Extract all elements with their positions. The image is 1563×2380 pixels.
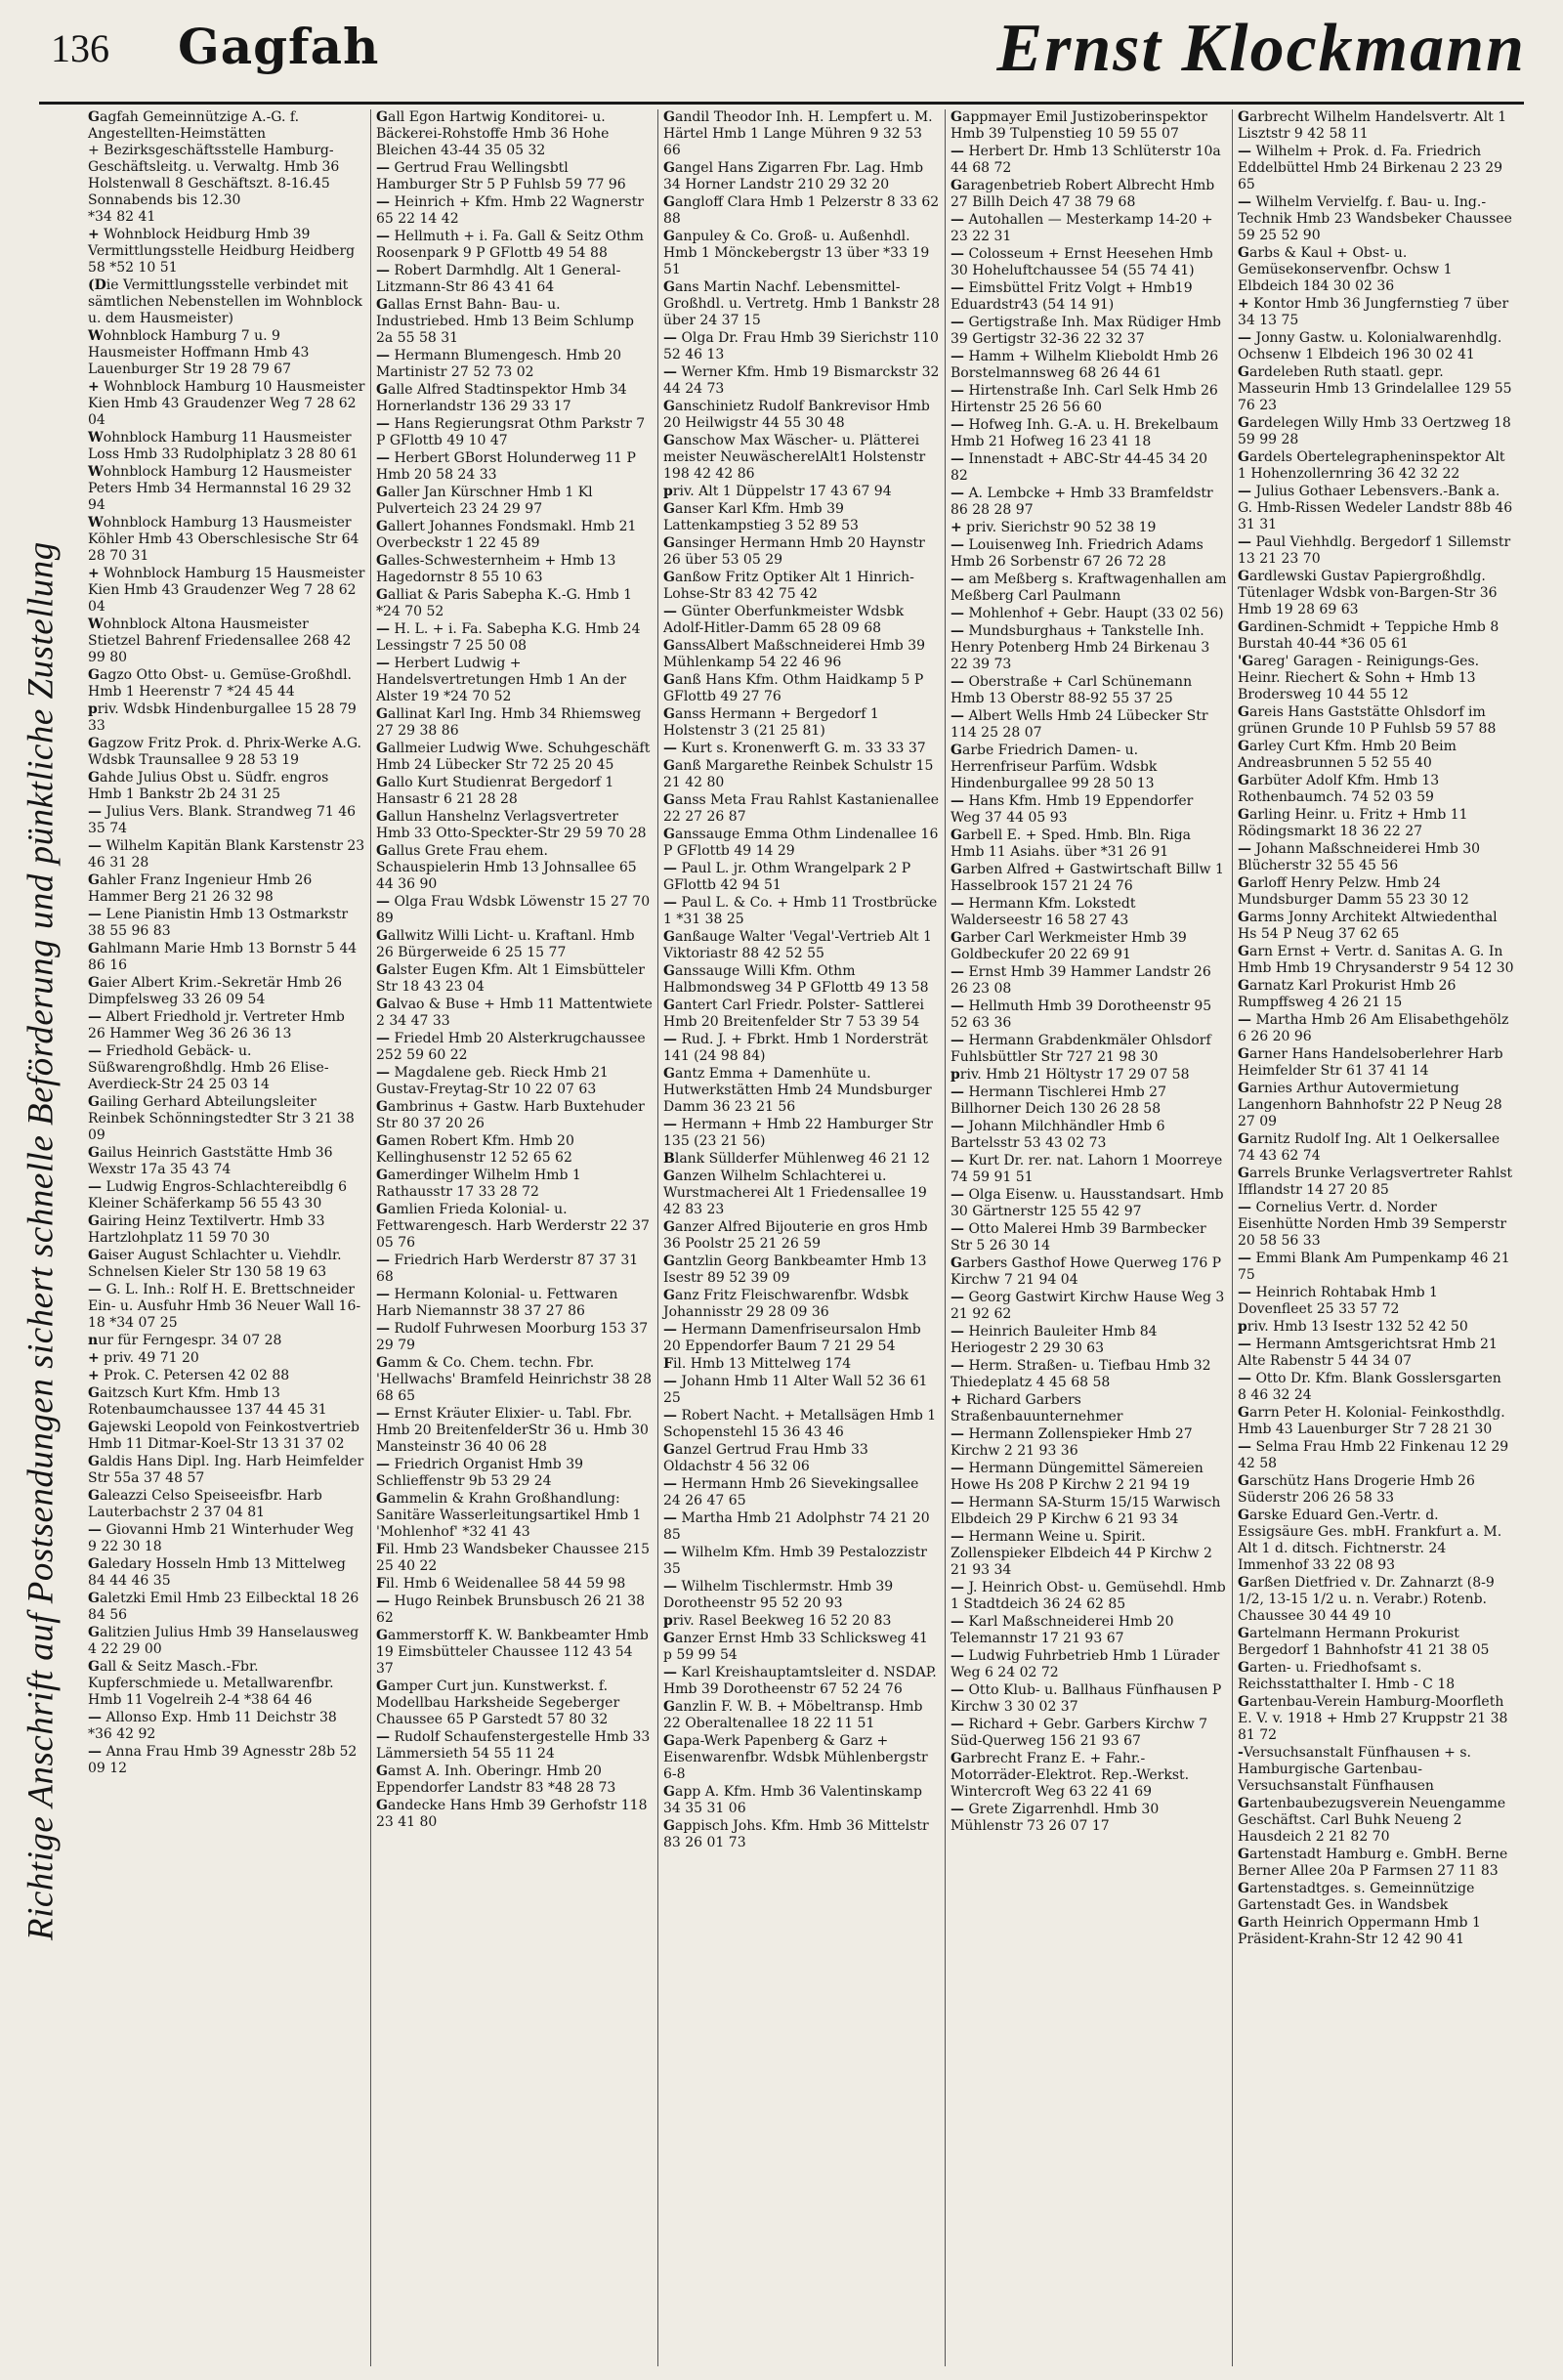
directory-entry: — J. Heinrich Obst- u. Gemüsehdl. Hmb 1 Stadtdeich 36 24 62 85 [950,1580,1226,1612]
directory-entry: priv. Alt 1 Düppelstr 17 43 67 94 [663,484,892,499]
directory-entry: — Rud. J. + Fbrkt. Hmb 1 Nordersträt 141 (24 98 84) [663,1032,928,1064]
directory-entry: Wohnblock Altona Hausmeister Stietzel Bahrenf Friedensallee 268 42 99 80 [88,616,352,665]
head-word: Gagfah [178,18,380,75]
directory-entry: Ganss Hermann + Bergedorf 1 Holstenstr 3 (21 25 81) [663,706,879,739]
directory-entry: — Gertigstraße Inh. Max Rüdiger Hmb 39 Gertigstr 32-36 22 32 37 [950,315,1221,347]
directory-entry: — Robert Darmhdlg. Alt 1 General-Litzmann-Str 86 43 41 64 [376,263,621,295]
directory-entry: Galetzki Emil Hmb 23 Eilbecktal 18 26 84 56 [88,1591,359,1623]
directory-entry: — Paul L. & Co. + Hmb 11 Trostbrücke 1 *31 38 25 [663,895,938,927]
directory-entry: Ganss Meta Frau Rahlst Kastanienallee 22 27 26 87 [663,792,940,825]
directory-entry: Fil. Hmb 13 Mittelweg 174 [663,1356,852,1372]
directory-entry: — Kurt s. Kronenwerft G. m. 33 33 37 [663,741,926,756]
directory-entry: Ganz Fritz Fleischwarenfbr. Wdsbk Johannisstr 29 28 09 36 [663,1288,908,1320]
directory-columns [83,109,1519,2366]
directory-entry: Gallas Ernst Bahn- Bau- u. Industriebed. Hmb 13 Beim Schlump 2a 55 58 31 [376,297,635,346]
directory-entry: (Die Vermittlungsstelle verbindet mit sämtlichen Nebenstellen im Wohnblock u. dem Hausmeister) [88,277,362,326]
directory-entry: Garber Carl Werkmeister Hmb 39 Goldbeckufer 20 22 69 91 [950,930,1187,962]
directory-entry: — Hellmuth Hmb 39 Dorotheenstr 95 52 63 36 [950,999,1212,1031]
directory-entry: — Hermann Blumengesch. Hmb 20 Martinistr 27 52 73 02 [376,348,622,380]
directory-entry: — Wilhelm Kfm. Hmb 39 Pestalozzistr 35 [663,1545,927,1577]
directory-entry: Gahlmann Marie Hmb 13 Bornstr 5 44 86 16 [88,941,358,973]
directory-entry: — Oberstraße + Carl Schünemann Hmb 13 Oberstr 88-92 55 37 25 [950,674,1193,706]
directory-entry: — Eimsbüttel Fritz Volgt + Hmb19 Eduardstr43 (54 14 91) [950,280,1193,313]
directory-entry: Gartenbaubezugsverein Neuengamme Geschäftst. Carl Buhk Neueng 2 Hausdeich 2 21 82 70 [1238,1796,1506,1845]
directory-entry: — Karl Kreishauptamtsleiter d. NSDAP. Hmb 39 Dorotheenstr 67 52 24 76 [663,1665,937,1697]
directory-entry: + Wohnblock Hamburg 10 Hausmeister Kien Hmb 43 Graudenzer Weg 7 28 62 04 [88,379,365,428]
directory-entry: — Lene Pianistin Hmb 13 Ostmarkstr 38 55 96 83 [88,907,349,939]
directory-entry: Gallinat Karl Ing. Hmb 34 Rhiemsweg 27 29 38 86 [376,706,642,739]
directory-entry: Galle Alfred Stadtinspektor Hmb 34 Hornerlandstr 136 29 33 17 [376,382,627,414]
directory-entry: Ganßow Fritz Optiker Alt 1 Hinrich-Lohse-Str 83 42 75 42 [663,570,914,602]
directory-entry: Gallo Kurt Studienrat Bergedorf 1 Hansastr 6 21 28 28 [376,775,614,807]
directory-entry: Ganßauge Walter 'Vegal'-Vertrieb Alt 1 Viktoriastr 88 42 52 55 [663,929,932,961]
directory-entry: Galliat & Paris Sabepha K.-G. Hmb 1 *24 70 52 [376,587,633,619]
directory-entry: — Giovanni Hmb 21 Winterhuder Weg 9 22 30 18 [88,1522,355,1554]
directory-entry: — Olga Dr. Frau Hmb 39 Sierichstr 110 52 46 13 [663,330,939,362]
directory-entry: + priv. Sierichstr 90 52 38 19 [950,520,1157,535]
directory-entry: — Autohallen — Mesterkamp 14-20 + 23 22 31 [950,212,1213,244]
directory-entry: priv. Hmb 13 Isestr 132 52 42 50 [1238,1319,1468,1335]
page-header [0,0,1563,117]
column-2 [370,109,657,2366]
directory-entry: — Hermann + Hmb 22 Hamburger Str 135 (23 21 56) [663,1117,933,1149]
directory-entry: -Versuchsanstalt Fünfhausen + s. Hamburgische Gartenbau-Versuchsanstalt Fünfhausen [1238,1745,1471,1794]
directory-entry: — am Meßberg s. Kraftwagenhallen am Meßberg Carl Paulmann [950,572,1227,604]
directory-entry: — Herbert Ludwig + Handelsvertretungen Hmb 1 An der Alster 19 *24 70 52 [376,656,627,704]
directory-entry: Gardinen-Schmidt + Teppiche Hmb 8 Burstah 40-44 *36 05 61 [1238,619,1500,652]
directory-entry: Garley Curt Kfm. Hmb 20 Beim Andreasbrunnen 5 52 55 40 [1238,739,1457,771]
directory-entry: — Wilhelm Kapitän Blank Karstenstr 23 46 31 28 [88,838,365,871]
directory-entry: Gangloff Clara Hmb 1 Pelzerstr 8 33 62 88 [663,194,940,227]
directory-entry: Gandil Theodor Inh. H. Lempfert u. M. Härtel Hmb 1 Lange Mühren 9 32 53 66 [663,109,933,158]
directory-entry: 'Gareg' Garagen - Reinigungs-Ges. Heinr. Riechert & Sohn + Hmb 13 Brodersweg 10 44 55 12 [1238,654,1480,702]
directory-entry: — Paul Viehhdlg. Bergedorf 1 Sillemstr 13 21 23 70 [1238,534,1511,567]
directory-entry: Ganß Margarethe Reinbek Schulstr 15 21 42 80 [663,758,934,790]
directory-entry: Garrels Brunke Verlagsvertreter Rahlst Ifflandstr 14 27 20 85 [1238,1166,1513,1198]
directory-entry: — H. L. + i. Fa. Sabepha K.G. Hmb 24 Lessingstr 7 25 50 08 [376,621,641,654]
directory-entry: — Wilhelm Vervielfg. f. Bau- u. Ing.-Technik Hmb 23 Wandsbeker Chaussee 59 25 52 90 [1238,194,1512,243]
directory-entry: — Richard + Gebr. Garbers Kirchw 7 Süd-Querweg 156 21 93 67 [950,1717,1208,1749]
directory-entry: — Hermann Weine u. Spirit. Zollenspieker Elbdeich 44 P Kirchw 2 21 93 34 [950,1529,1212,1578]
directory-entry: — Innenstadt + ABC-Str 44-45 34 20 82 [950,451,1208,484]
directory-entry: Ganzlin F. W. B. + Möbeltransp. Hmb 22 Oberaltenallee 18 22 11 51 [663,1699,923,1731]
directory-entry: — Paul L. jr. Othm Wrangelpark 2 P GFlottb 42 94 51 [663,861,911,893]
directory-entry: — Herm. Straßen- u. Tiefbau Hmb 32 Thiedeplatz 4 45 68 58 [950,1358,1211,1390]
directory-entry: — Albert Friedhold jr. Vertreter Hmb 26 Hammer Weg 36 26 36 13 [88,1009,345,1041]
directory-entry: Gallwitz Willi Licht- u. Kraftanl. Hmb 26 Bürgerweide 6 25 15 77 [376,928,635,960]
directory-entry: Gartelmann Hermann Prokurist Bergedorf 1 Bahnhofstr 41 21 38 05 [1238,1626,1490,1658]
directory-entry: — Johann Hmb 11 Alter Wall 52 36 61 25 [663,1374,928,1406]
directory-entry: Garloff Henry Pelzw. Hmb 24 Mundsburger Damm 55 23 30 12 [1238,875,1469,908]
directory-entry: — Hermann Amtsgerichtsrat Hmb 21 Alte Rabenstr 5 44 34 07 [1238,1337,1498,1369]
directory-entry: Garßen Dietfried v. Dr. Zahnarzt (8-9 1/2, 13-15 1/2 u. n. Verabr.) Rotenb. Chaussee 30 44 49 10 [1238,1575,1495,1624]
directory-entry: Gartenstadt Hamburg e. GmbH. Berne Berner Allee 20a P Farmsen 27 11 83 [1238,1847,1508,1879]
directory-entry: Gartenstadtges. s. Gemeinnützige Gartenstadt Ges. in Wandsbek [1238,1881,1475,1913]
directory-entry: + priv. 49 71 20 [88,1350,199,1366]
directory-entry: Galster Eugen Kfm. Alt 1 Eimsbütteler Str 18 43 23 04 [376,962,645,995]
directory-entry: Gandecke Hans Hmb 39 Gerhofstr 118 23 41 80 [376,1798,648,1830]
directory-entry: Gantert Carl Friedr. Polster- Sattlerei Hmb 20 Breitenfelder Str 7 53 39 54 [663,998,925,1030]
directory-entry: Gallert Johannes Fondsmakl. Hmb 21 Overbeckstr 1 22 45 89 [376,519,637,551]
directory-entry: Gamerdinger Wilhelm Hmb 1 Rathausstr 17 33 28 72 [376,1168,581,1200]
directory-entry: Gareis Hans Gaststätte Ohlsdorf im grünen Grunde 10 P Fuhlsb 59 57 88 [1238,704,1497,737]
directory-entry: Ganzer Alfred Bijouterie en gros Hmb 36 Poolstr 25 21 26 59 [663,1219,928,1252]
directory-entry: Gardels Obertelegrapheninspektor Alt 1 Hohenzollernring 36 42 32 22 [1238,449,1505,482]
directory-entry: Gagfah Gemeinnützige A.-G. f. Angestellten-Heimstätten + Bezirksgeschäftsstelle Hamburg-Geschäftsleitg. u. Verwaltg. Hmb 36 Holstenwall 8 Geschäftszt. 8-16.45 Sonnabends bis 12.30 *34 82 41 [88,109,340,225]
directory-entry: Gamen Robert Kfm. Hmb 20 Kellinghusenstr 12 52 65 62 [376,1133,574,1166]
directory-entry: — Günter Oberfunkmeister Wdsbk Adolf-Hitler-Damm 65 28 09 68 [663,604,905,636]
column-4 [945,109,1232,2366]
directory-entry: Garbers Gasthof Howe Querweg 176 P Kirchw 7 21 94 04 [950,1255,1222,1288]
directory-entry: — Friedrich Harb Werderstr 87 37 31 68 [376,1253,639,1285]
directory-entry: Gambrinus + Gastw. Harb Buxtehuder Str 80 37 20 26 [376,1099,645,1131]
directory-entry: — Hans Regierungsrat Othm Parkstr 7 P GFlottb 49 10 47 [376,416,646,448]
directory-entry: Garske Eduard Gen.-Vertr. d. Essigsäure Ges. mbH. Frankfurt a. M. Alt 1 d. ditsch. Fichtnerstr. 24 Immenhof 33 22 08 93 [1238,1508,1502,1573]
directory-entry: — Hofweg Inh. G.-A. u. H. Brekelbaum Hmb 21 Hofweg 16 23 41 18 [950,417,1219,449]
directory-entry: — Heinrich + Kfm. Hmb 22 Wagnerstr 65 22 14 42 [376,194,645,227]
directory-entry: — Karl Maßschneiderei Hmb 20 Telemannstr 17 21 93 67 [950,1614,1174,1646]
directory-entry: Galdis Hans Dipl. Ing. Harb Heimfelder Str 55a 37 48 57 [88,1454,364,1486]
directory-entry: Garth Heinrich Oppermann Hmb 1 Präsident-Krahn-Str 12 42 90 41 [1238,1915,1481,1947]
directory-entry: Garnies Arthur Autovermietung Langenhorn Bahnhofstr 22 P Neug 28 27 09 [1238,1081,1502,1129]
directory-entry: — Herbert Dr. Hmb 13 Schlüterstr 10a 44 68 72 [950,144,1221,176]
directory-entry: — Johann Milchhändler Hmb 6 Bartelsstr 53 43 02 73 [950,1119,1165,1151]
directory-entry: — Hermann Zollenspieker Hmb 27 Kirchw 2 21 93 36 [950,1426,1193,1459]
directory-entry: Garbüter Adolf Kfm. Hmb 13 Rothenbaumch. 74 52 03 59 [1238,773,1440,805]
directory-entry: Ganzer Ernst Hmb 33 Schlicksweg 41 p 59 99 54 [663,1631,928,1663]
directory-entry: — G. L. Inh.: Rolf H. E. Brettschneider Ein- u. Ausfuhr Hmb 36 Neuer Wall 16-18 *34 07 25 [88,1282,361,1331]
directory-entry: — Martha Hmb 26 Am Elisabethgehölz 6 26 20 96 [1238,1012,1509,1044]
directory-entry: Garnatz Karl Prokurist Hmb 26 Rumpffsweg 4 26 21 15 [1238,978,1457,1010]
directory-entry: Gaitzsch Kurt Kfm. Hmb 13 Rotenbaumchaussee 137 44 45 31 [88,1385,327,1418]
directory-entry: Garbell E. + Sped. Hmb. Bln. Riga Hmb 11 Asiahs. über *31 26 91 [950,828,1192,860]
directory-entry: Gapp A. Kfm. Hmb 36 Valentinskamp 34 35 31 06 [663,1784,923,1816]
directory-entry: nur für Ferngespr. 34 07 28 [88,1333,282,1348]
directory-entry: Gapa-Werk Papenberg & Garz + Eisenwarenfbr. Wdsbk Mühlenbergstr 6-8 [663,1733,928,1782]
directory-entry: Fil. Hmb 6 Weidenallee 58 44 59 98 [376,1576,626,1592]
directory-entry: — Otto Dr. Kfm. Blank Gosslersgarten 8 46 32 24 [1238,1371,1501,1403]
directory-entry: + Wohnblock Hamburg 15 Hausmeister Kien Hmb 43 Graudenzer Weg 7 28 62 04 [88,566,365,615]
directory-entry: — Kurt Dr. rer. nat. Lahorn 1 Moorreye 74 59 91 51 [950,1153,1223,1185]
directory-entry: — Julius Vers. Blank. Strandweg 71 46 35 74 [88,804,357,836]
directory-entry: — Hermann Düngemittel Sämereien Howe Hs 208 P Kirchw 2 21 94 19 [950,1461,1204,1493]
directory-entry: Gappmayer Emil Justizoberinspektor Hmb 39 Tulpenstieg 10 59 55 07 [950,109,1207,142]
directory-entry: — Friedel Hmb 20 Alsterkrugchaussee 252 59 60 22 [376,1031,646,1063]
directory-entry: Garschütz Hans Drogerie Hmb 26 Süderstr 206 26 58 33 [1238,1473,1475,1506]
directory-entry: Gahler Franz Ingenieur Hmb 26 Hammer Berg 21 26 32 98 [88,872,313,905]
directory-entry: + Kontor Hmb 36 Jungfernstieg 7 über 34 13 75 [1238,296,1509,328]
directory-entry: — Rudolf Schaufenstergestelle Hmb 33 Lämmersieth 54 55 11 24 [376,1729,651,1762]
directory-entry: — Emmi Blank Am Pumpenkamp 46 21 75 [1238,1251,1510,1283]
directory-entry: — A. Lembcke + Hmb 33 Bramfeldstr 86 28 28 97 [950,486,1213,518]
directory-entry: — Wilhelm + Prok. d. Fa. Friedrich Eddelbüttel Hmb 24 Birkenau 2 23 29 65 [1238,144,1503,192]
directory-entry: Gardelegen Willy Hmb 33 Oertzweg 18 59 99 28 [1238,415,1511,447]
directory-entry: GanssAlbert Maßschneiderei Hmb 39 Mühlenkamp 54 22 46 96 [663,638,926,670]
directory-entry: — Selma Frau Hmb 22 Finkenau 12 29 42 58 [1238,1439,1509,1471]
directory-entry: Garbs & Kaul + Obst- u. Gemüsekonservenfbr. Ochsw 1 Elbdeich 184 30 02 36 [1238,245,1453,294]
directory-entry: — Grete Zigarrenhdl. Hmb 30 Mühlenstr 73 26 07 17 [950,1802,1160,1834]
directory-entry: Gammelin & Krahn Großhandlung: Sanitäre Wasserleitungsartikel Hmb 1 'Mohlenhof' *32 41 43 [376,1491,642,1540]
advertisement: Ernst Klockmann [996,11,1526,86]
side-margin-slogan: Richtige Anschrift auf Postsendungen sichert schnelle Beförderung und pünktliche Zustellung [21,541,62,1940]
directory-entry: — Hermann Kolonial- u. Fettwaren Harb Niemannstr 38 37 27 86 [376,1287,618,1319]
directory-entry: — Hermann Kfm. Lokstedt Walderseestr 16 58 27 43 [950,896,1136,928]
directory-entry: Garms Jonny Architekt Altwiedenthal Hs 54 P Neug 37 62 65 [1238,910,1498,942]
directory-entry: Wohnblock Hamburg 11 Hausmeister Loss Hmb 33 Rudolphiplatz 3 28 80 61 [88,430,359,462]
directory-entry: Gamst A. Inh. Oberingr. Hmb 20 Eppendorfer Landstr 83 *48 28 73 [376,1764,616,1796]
directory-entry: — Hermann SA-Sturm 15/15 Warwisch Elbdeich 29 P Kirchw 6 21 93 34 [950,1495,1221,1527]
directory-entry: — Olga Eisenw. u. Hausstandsart. Hmb 30 Gärtnerstr 125 55 42 97 [950,1187,1224,1219]
directory-entry: Galitzien Julius Hmb 39 Hanselausweg 4 22 29 00 [88,1625,359,1657]
directory-entry: — Allonso Exp. Hmb 11 Deichstr 38 *36 42 92 [88,1710,337,1742]
directory-entry: priv. Wdsbk Hindenburgallee 15 28 79 33 [88,701,357,734]
directory-entry: Wohnblock Hamburg 7 u. 9 Hausmeister Hoffmann Hmb 43 Lauenburger Str 19 28 79 67 [88,328,310,377]
directory-entry: Gallus Grete Frau ehem. Schauspielerin Hmb 13 Johnsallee 65 44 36 90 [376,843,637,892]
directory-entry: — Anna Frau Hmb 39 Agnesstr 28b 52 09 12 [88,1744,358,1776]
directory-entry: — Ernst Hmb 39 Hammer Landstr 26 26 23 08 [950,964,1211,997]
directory-entry: — Gertrud Frau Wellingsbtl Hamburger Str 5 P Fuhlsb 59 77 96 [376,160,626,192]
column-1 [83,109,370,2366]
directory-entry: Gajewski Leopold von Feinkostvertrieb Hmb 11 Ditmar-Koel-Str 13 31 37 02 [88,1420,359,1452]
directory-entry: Garbrecht Franz E. + Fahr.-Motorräder-Elektrot. Rep.-Werkst. Wintercroft Weg 63 22 41 69 [950,1751,1190,1800]
directory-entry: Gangel Hans Zigarren Fbr. Lag. Hmb 34 Horner Landstr 210 29 32 20 [663,160,924,192]
directory-entry: — Albert Wells Hmb 24 Lübecker Str 114 25 28 07 [950,708,1208,741]
directory-entry: — Werner Kfm. Hmb 19 Bismarckstr 32 44 24 73 [663,364,940,397]
directory-entry: Wohnblock Hamburg 13 Hausmeister Köhler Hmb 43 Oberschlesische Str 64 28 70 31 [88,515,359,564]
directory-entry: Garner Hans Handelsoberlehrer Harb Heimfelder Str 61 37 41 14 [1238,1046,1503,1079]
directory-entry: — Wilhelm Tischlermstr. Hmb 39 Dorotheenstr 95 52 20 93 [663,1579,894,1611]
directory-entry: + Richard Garbers Straßenbauunternehmer [950,1392,1123,1424]
directory-entry: — Ludwig Engros-Schlachtereibdlg 6 Kleiner Schäferkamp 56 55 43 30 [88,1179,348,1211]
directory-entry: Blank Süllderfer Mühlenweg 46 21 12 [663,1151,930,1167]
directory-entry: Gallmeier Ludwig Wwe. Schuhgeschäft Hmb 24 Lübecker Str 72 25 20 45 [376,741,651,773]
directory-entry: — Ernst Kräuter Elixier- u. Tabl. Fbr. Hmb 20 BreitenfelderStr 36 u. Hmb 30 Mansteinstr 36 40 06 28 [376,1406,649,1455]
directory-entry: — Jonny Gastw. u. Kolonialwarenhdlg. Ochsenw 1 Elbdeich 196 30 02 41 [1238,330,1502,362]
directory-entry: + Prok. C. Petersen 42 02 88 [88,1368,290,1383]
directory-entry: — Martha Hmb 21 Adolphstr 74 21 20 85 [663,1510,930,1543]
directory-entry: Gansinger Hermann Hmb 20 Haynstr 26 über 53 05 29 [663,535,925,568]
directory-entry: Gammerstorff K. W. Bankbeamter Hmb 19 Eimsbütteler Chaussee 112 43 54 37 [376,1628,649,1677]
directory-entry: Ganser Karl Kfm. Hmb 39 Lattenkampstieg 3 52 89 53 [663,501,859,533]
directory-entry: — Ludwig Fuhrbetrieb Hmb 1 Lürader Weg 6 24 02 72 [950,1648,1220,1680]
header-rule [39,102,1524,105]
directory-entry: — Rudolf Fuhrwesen Moorburg 153 37 29 79 [376,1321,649,1353]
column-5 [1232,109,1519,2366]
directory-entry: Galedary Hosseln Hmb 13 Mittelweg 84 44 46 35 [88,1556,346,1589]
directory-entry: Garling Heinr. u. Fritz + Hmb 11 Rödingsmarkt 18 36 22 27 [1238,807,1468,839]
directory-entry: Gagzow Fritz Prok. d. Phrix-Werke A.G. Wdsbk Traunsallee 9 28 53 19 [88,736,361,768]
directory-entry: — Hermann Damenfriseursalon Hmb 20 Eppendorfer Baum 7 21 29 54 [663,1322,921,1354]
directory-entry: Gailing Gerhard Abteilungsleiter Reinbek Schönningstedter Str 3 21 38 09 [88,1094,355,1143]
directory-entry: Gartenbau-Verein Hamburg-Moorfleth E. V. v. 1918 + Hmb 27 Kruppstr 21 38 81 72 [1238,1694,1508,1743]
directory-entry: Gaiser August Schlachter u. Viehdlr. Schnelsen Kieler Str 130 58 19 63 [88,1248,342,1280]
directory-entry: Gamlien Frieda Kolonial- u. Fettwarengesch. Harb Werderstr 22 37 05 76 [376,1202,650,1251]
directory-entry: Gamper Curt jun. Kunstwerkst. f. Modellbau Harksheide Segeberger Chaussee 65 P Garstedt 57 80 32 [376,1679,620,1727]
directory-entry: Ganssauge Willi Kfm. Othm Halbmondsweg 34 P GFlottb 49 13 58 [663,963,929,996]
directory-entry: priv. Rasel Beekweg 16 52 20 83 [663,1613,892,1629]
directory-entry: — Louisenweg Inh. Friedrich Adams Hmb 26 Sorbenstr 67 26 72 28 [950,537,1204,570]
directory-entry: — Otto Klub- u. Ballhaus Fünfhausen P Kirchw 3 30 02 37 [950,1682,1222,1715]
directory-entry: Garn Ernst + Vertr. d. Sanitas A. G. In Hmb Hmb 19 Chrysanderstr 9 54 12 30 [1238,944,1514,976]
directory-entry: Gall & Seitz Masch.-Fbr. Kupferschmiede u. Metallwarenfbr. Hmb 11 Vogelreih 2-4 *38 64 46 [88,1659,334,1708]
directory-entry: Garrn Peter H. Kolonial- Feinkosthdlg. Hmb 43 Lauenburger Str 7 28 21 30 [1238,1405,1505,1437]
directory-entry: Gappisch Johs. Kfm. Hmb 36 Mittelstr 83 26 01 73 [663,1818,929,1850]
directory-entry: Ganzen Wilhelm Schlachterei u. Wurstmacherei Alt 1 Friedensallee 19 42 83 23 [663,1169,927,1217]
directory-entry: — Heinrich Bauleiter Hmb 84 Heriogestr 2 29 30 63 [950,1324,1158,1356]
directory-entry: — Herbert GBorst Holunderweg 11 P Hmb 20 58 24 33 [376,450,636,483]
directory-entry: Ganssauge Emma Othm Lindenallee 16 P GFlottb 49 14 29 [663,827,939,859]
directory-entry: Galles-Schwesternheim + Hmb 13 Hagedornstr 8 55 10 63 [376,553,616,585]
directory-entry: Ganschow Max Wäscher- u. Plätterei meister NeuwäscherelAlt1 Holstenstr 198 42 42 86 [663,433,926,482]
directory-entry: Gardeleben Ruth staatl. gepr. Masseurin Hmb 13 Grindelallee 129 55 76 23 [1238,364,1512,413]
directory-entry: — Mohlenhof + Gebr. Haupt (33 02 56) [950,606,1224,621]
directory-entry: Ganschinietz Rudolf Bankrevisor Hmb 20 Heilwigstr 44 55 30 48 [663,399,930,431]
directory-entry: Ganpuley & Co. Groß- u. Außenhdl. Hmb 1 Mönckebergstr 13 über *33 19 51 [663,229,930,277]
directory-entry: Gardlewski Gustav Papiergroßhdlg. Tütenlager Wdsbk von-Bargen-Str 36 Hmb 19 28 69 63 [1238,569,1498,617]
directory-entry: Gall Egon Hartwig Konditorei- u. Bäckerei-Rohstoffe Hmb 36 Hohe Bleichen 43-44 35 05 32 [376,109,610,158]
directory-entry: Wohnblock Hamburg 12 Hausmeister Peters Hmb 34 Hermannstal 16 29 32 94 [88,464,352,513]
directory-entry: — Friedrich Organist Hmb 39 Schlieffenstr 9b 53 29 24 [376,1457,584,1489]
directory-entry: — Heinrich Rohtabak Hmb 1 Dovenfleet 25 33 57 72 [1238,1285,1438,1317]
directory-entry: Gaier Albert Krim.-Sekretär Hmb 26 Dimpfelsweg 33 26 09 54 [88,975,343,1007]
directory-entry: — Hamm + Wilhelm Klieboldt Hmb 26 Borstelmannsweg 68 26 44 61 [950,349,1219,381]
directory-entry: — Cornelius Vertr. d. Norder Eisenhütte Norden Hmb 39 Semperstr 20 58 56 33 [1238,1200,1507,1249]
directory-entry: Ganß Hans Kfm. Othm Haidkamp 5 P GFlottb 49 27 76 [663,672,924,704]
directory-entry: Fil. Hmb 23 Wandsbeker Chaussee 215 25 40 22 [376,1542,651,1574]
directory-entry: Garben Alfred + Gastwirtschaft Billw 1 Hasselbrook 157 21 24 76 [950,862,1224,894]
directory-entry: — Hermann Hmb 26 Sievekingsallee 24 26 47 65 [663,1476,919,1509]
directory-entry: — Friedhold Gebäck- u. Süßwarengroßhdlg. Hmb 26 Elise-Averdieck-Str 24 25 03 14 [88,1043,329,1092]
directory-entry: Garbe Friedrich Damen- u. Herrenfriseur Parfüm. Wdsbk Hindenburgallee 99 28 50 13 [950,743,1158,791]
directory-entry: — Hellmuth + i. Fa. Gall & Seitz Othm Roosenpark 9 P GFlottb 49 54 88 [376,229,644,261]
directory-entry: — Olga Frau Wdsbk Löwenstr 15 27 70 89 [376,894,651,926]
directory-entry: priv. Hmb 21 Höltystr 17 29 07 58 [950,1067,1190,1083]
directory-entry: Garagenbetrieb Robert Albrecht Hmb 27 Billh Deich 47 38 79 68 [950,178,1215,210]
page-number: 136 [51,26,109,70]
directory-entry: Garbrecht Wilhelm Handelsvertr. Alt 1 Lisztstr 9 42 58 11 [1238,109,1507,142]
directory-entry: — Johann Maßschneiderei Hmb 30 Blücherstr 32 55 45 56 [1238,841,1481,873]
directory-entry: — Hans Kfm. Hmb 19 Eppendorfer Weg 37 44 05 93 [950,793,1194,826]
directory-entry: — Mundsburghaus + Tankstelle Inh. Henry Potenberg Hmb 24 Birkenau 3 22 39 73 [950,623,1210,672]
directory-entry: — Hermann Grabdenkmäler Ohlsdorf Fuhlsbüttler Str 727 21 98 30 [950,1033,1211,1065]
directory-entry: — Hermann Tischlerei Hmb 27 Billhorner Deich 130 26 28 58 [950,1084,1166,1117]
directory-entry: — Hirtenstraße Inh. Carl Selk Hmb 26 Hirtenstr 25 26 56 60 [950,383,1218,415]
directory-entry: Galvao & Buse + Hmb 11 Mattentwiete 2 34 47 33 [376,997,653,1029]
directory-entry: — Georg Gastwirt Kirchw Hause Weg 3 21 92 62 [950,1290,1225,1322]
directory-entry: Gantz Emma + Damenhüte u. Hutwerkstätten Hmb 24 Mundsburger Damm 36 23 21 56 [663,1066,932,1115]
directory-entry: Gans Martin Nachf. Lebensmittel-Großhdl. u. Vertretg. Hmb 1 Bankstr 28 über 24 37 15 [663,279,940,328]
directory-entry: Garnitz Rudolf Ing. Alt 1 Oelkersallee 74 43 62 74 [1238,1131,1500,1164]
directory-entry: Galler Jan Kürschner Hmb 1 Kl Pulverteich 23 24 29 97 [376,485,593,517]
directory-entry: Ganzel Gertrud Frau Hmb 33 Oldachstr 4 56 32 06 [663,1442,868,1474]
directory-entry: Gairing Heinz Textilvertr. Hmb 33 Hartzlohplatz 11 59 70 30 [88,1213,325,1246]
directory-entry: Gahde Julius Obst u. Südfr. engros Hmb 1 Bankstr 2b 24 31 25 [88,770,329,802]
directory-entry: Gantzlin Georg Bankbeamter Hmb 13 Isestr 89 52 39 09 [663,1254,927,1286]
directory-entry: — Otto Malerei Hmb 39 Barmbecker Str 5 26 30 14 [950,1221,1206,1254]
directory-entry: Garten- u. Friedhofsamt s. Reichsstatthalter I. Hmb - C 18 [1238,1660,1456,1692]
directory-entry: — Colosseum + Ernst Heesehen Hmb 30 Hoheluftchaussee 54 (55 74 41) [950,246,1213,278]
directory-entry: — Julius Gothaer Lebensvers.-Bank a. G. Hmb-Rissen Wedeler Landstr 88b 46 31 31 [1238,484,1513,532]
directory-entry: — Robert Nacht. + Metallsägen Hmb 1 Schopenstehl 15 36 43 46 [663,1408,937,1440]
directory-entry: Galeazzi Celso Speiseeisfbr. Harb Lauterbachstr 2 37 04 81 [88,1488,322,1520]
directory-entry: Gailus Heinrich Gaststätte Hmb 36 Wexstr 17a 35 43 74 [88,1145,333,1177]
directory-entry: Gallun Hanshelnz Verlagsvertreter Hmb 33 Otto-Speckter-Str 29 59 70 28 [376,809,647,841]
column-3 [657,109,945,2366]
directory-entry: — Hugo Reinbek Brunsbusch 26 21 38 62 [376,1594,646,1626]
directory-entry: Gagzo Otto Obst- u. Gemüse-Großhdl. Hmb 1 Heerenstr 7 *24 45 44 [88,667,353,700]
directory-entry: + Wohnblock Heidburg Hmb 39 Vermittlungsstelle Heidburg Heidberg 58 *52 10 51 [88,227,356,276]
directory-entry: Gamm & Co. Chem. techn. Fbr. 'Hellwachs' Bramfeld Heinrichstr 38 28 68 65 [376,1355,652,1404]
directory-entry: — Magdalene geb. Rieck Hmb 21 Gustav-Freytag-Str 10 22 07 63 [376,1065,609,1097]
